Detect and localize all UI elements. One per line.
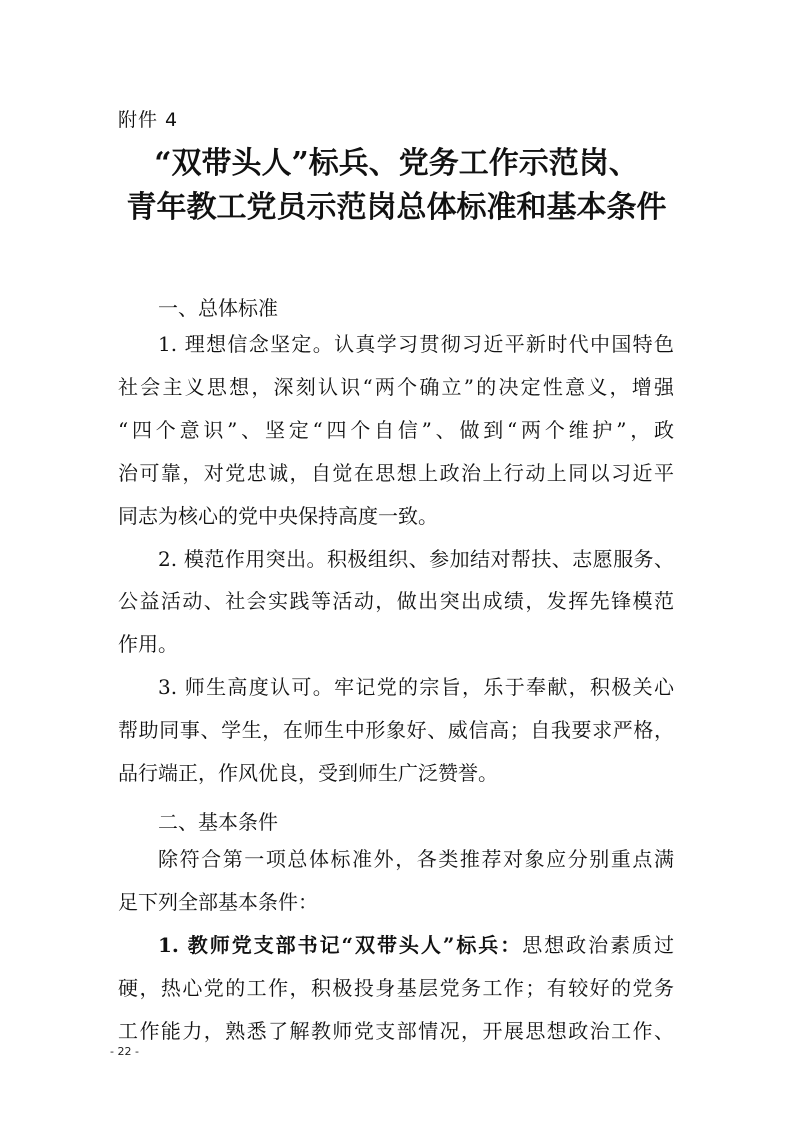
section-heading-overall-standards: 一、总体标准 [158, 296, 278, 320]
paragraph-line: 工作能力，熟悉了解教师党支部情况，开展思想政治工作、 [118, 1019, 674, 1043]
paragraph-line: 品行端正，作风优良，受到师生广泛赞誉。 [118, 761, 498, 785]
paragraph-line: 除符合第一项总体标准外，各类推荐对象应分别重点满 [158, 847, 674, 871]
paragraph-line: 2. 模范作用突出。积极组织、参加结对帮扶、志愿服务、 [158, 547, 674, 571]
paragraph-line: 足下列全部基本条件： [118, 890, 318, 914]
paragraph-line: 同志为核心的党中央保持高度一致。 [118, 504, 438, 528]
paragraph-line [158, 935, 674, 955]
paragraph-line: 1. 理想信念坚定。认真学习贯彻习近平新时代中国特色 [158, 332, 674, 356]
attachment-label: 附件 4 [118, 109, 179, 131]
document-title-line-2: 青年教工党员示范岗总体标准和基本条件 [126, 190, 667, 225]
paragraph-line: 3. 师生高度认可。牢记党的宗旨，乐于奉献，积极关心 [158, 675, 674, 699]
paragraph-line: 帮助同事、学生，在师生中形象好、威信高；自我要求严格， [118, 718, 674, 742]
bold-item-lead: 1. 教师党支部书记“双带头人”标兵： [158, 933, 523, 957]
paragraph-line: “四个意识”、坚定“四个自信”、做到“两个维护”，政 [118, 418, 674, 442]
section-heading-basic-conditions: 二、基本条件 [158, 810, 278, 834]
paragraph-line: 公益活动、社会实践等活动，做出突出成绩，发挥先锋模范 [118, 589, 674, 613]
paragraph-line: 社会主义思想，深刻认识“两个确立”的决定性意义，增强 [118, 375, 674, 399]
page-number: - 22 - [110, 1045, 139, 1058]
item-text: 思想政治素质过 [522, 933, 674, 957]
paragraph-line: 作用。 [118, 632, 178, 656]
paragraph-line: 治可靠，对党忠诚，自觉在思想上政治上行动上同以习近平 [118, 461, 674, 485]
paragraph-line: 硬，热心党的工作，积极投身基层党务工作；有较好的党务 [118, 976, 674, 1000]
document-title-line-1: “双带头人”标兵、党务工作示范岗、 [154, 146, 639, 181]
